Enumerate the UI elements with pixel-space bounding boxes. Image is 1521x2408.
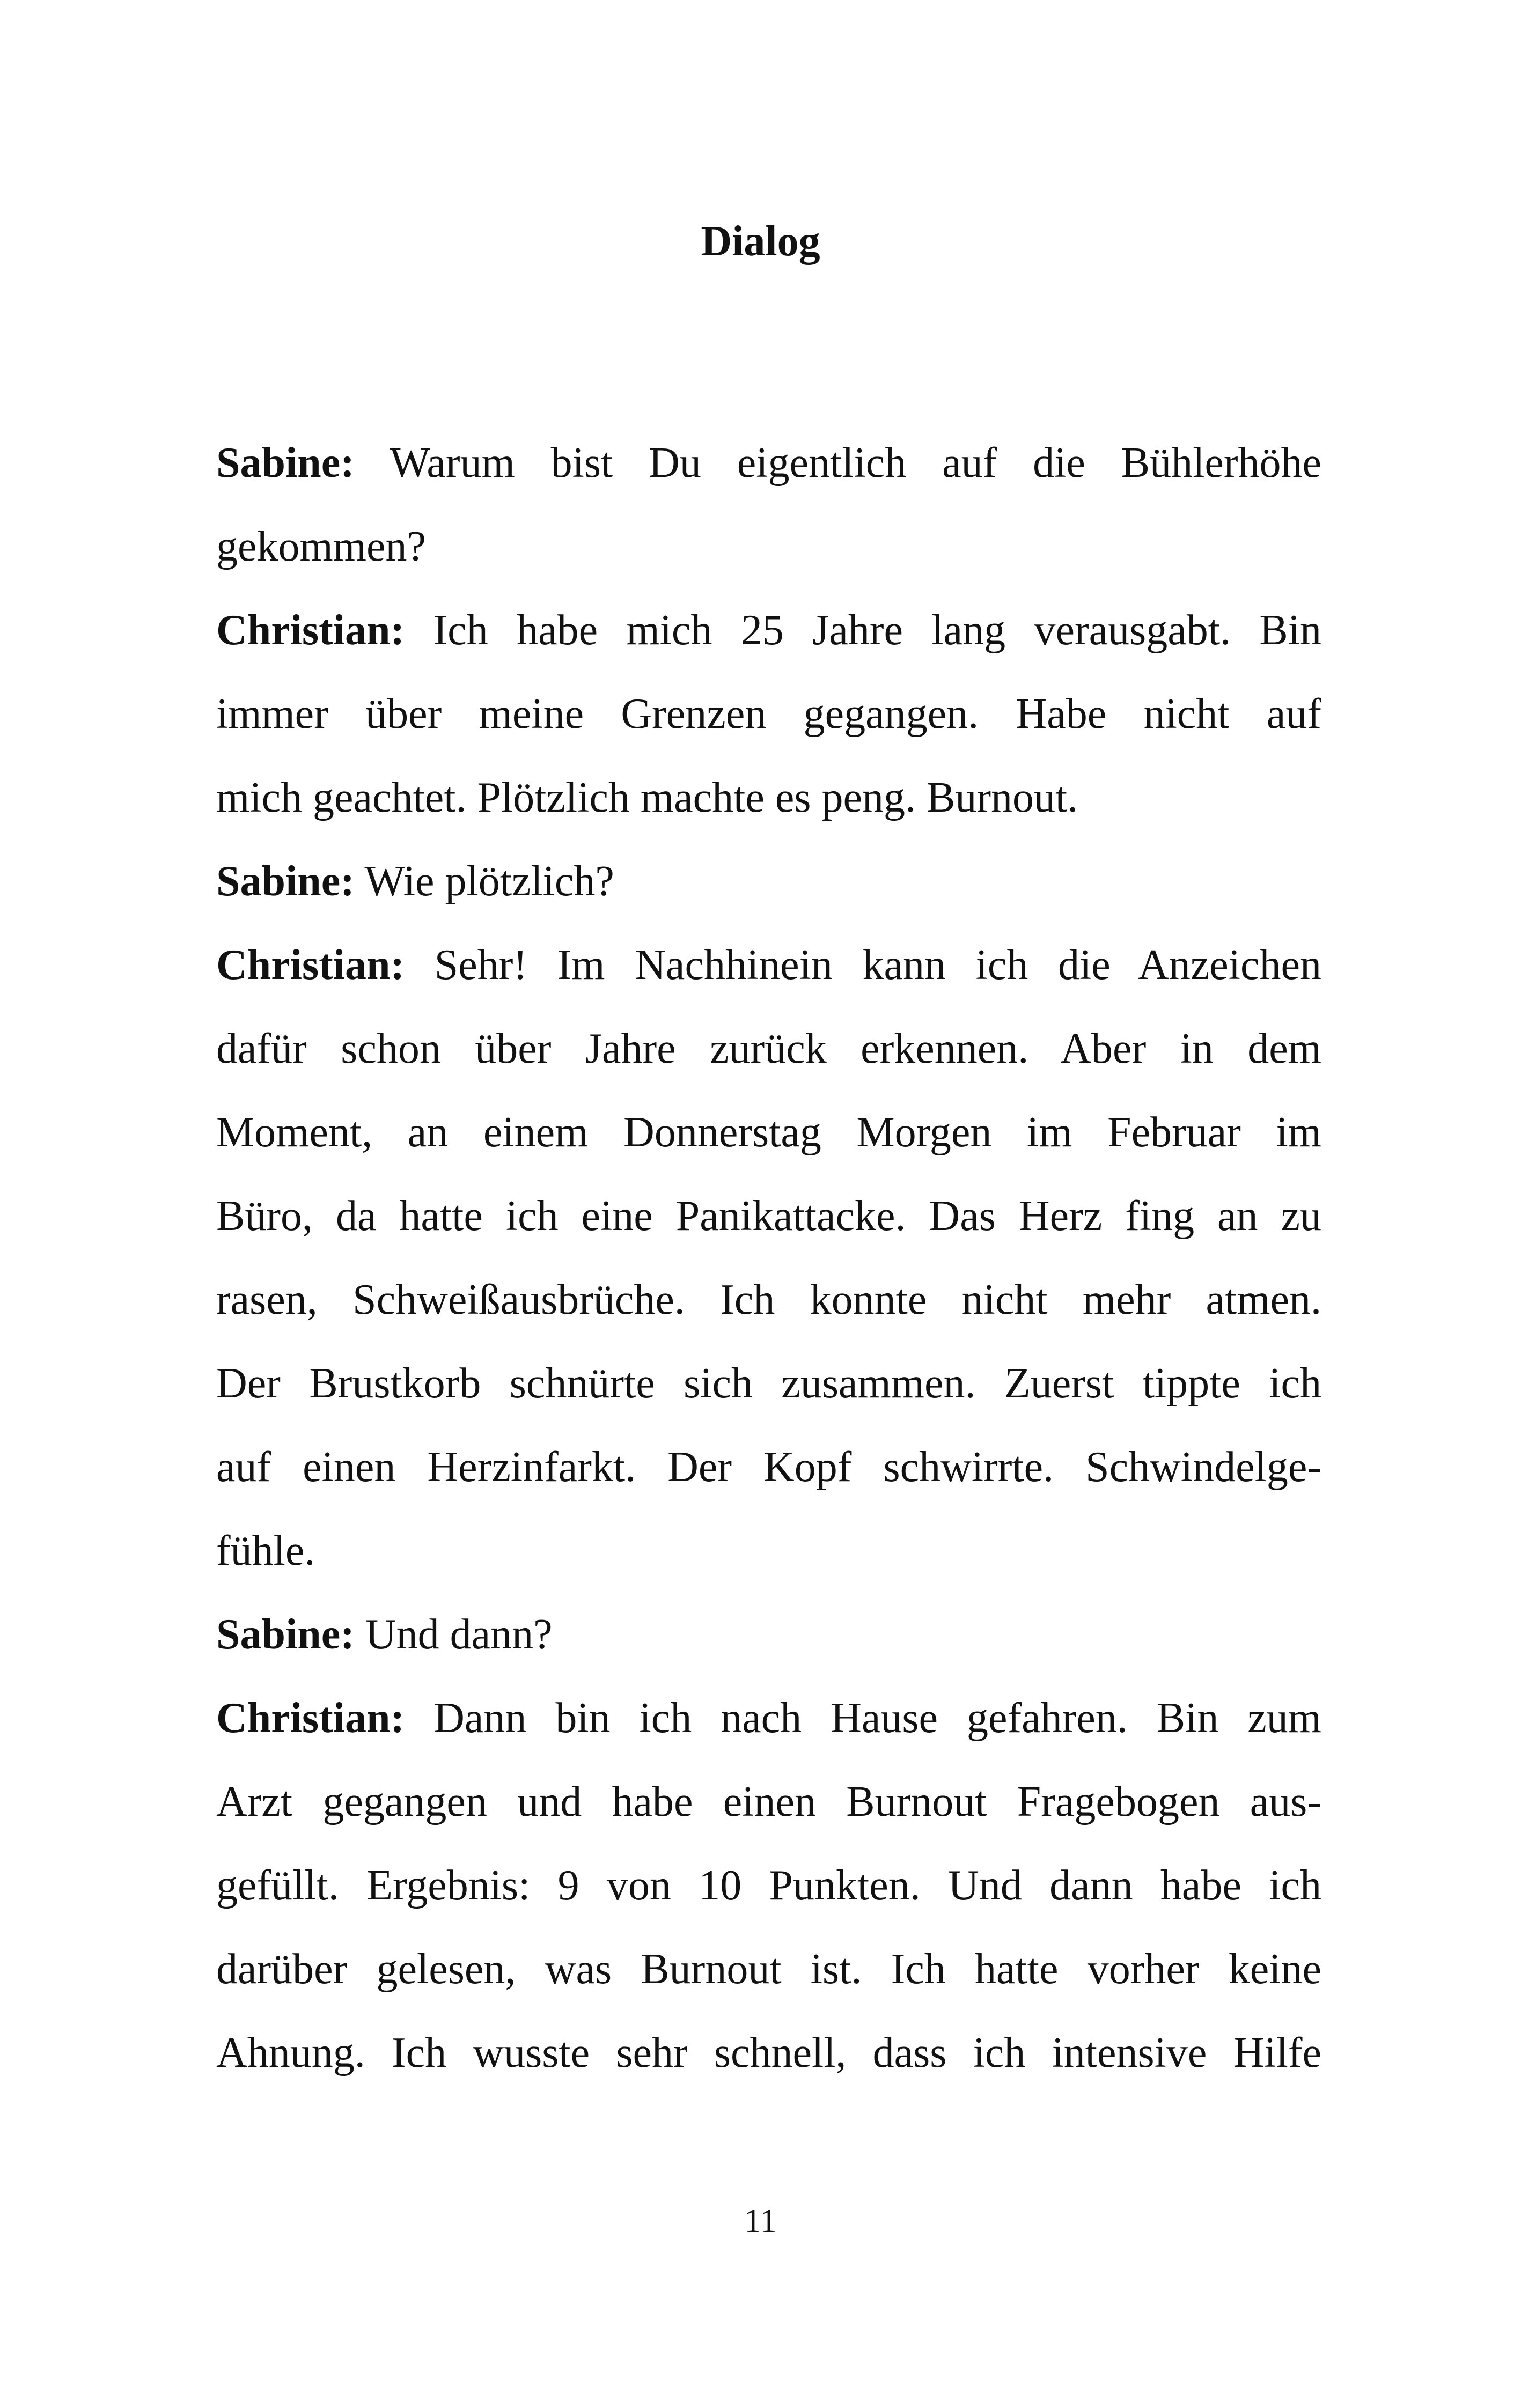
dialog-line [216, 1174, 1321, 1258]
dialog-line [216, 1927, 1321, 2011]
dialog-line [216, 1593, 1321, 1676]
dialog-line [216, 756, 1321, 840]
dialog-body [216, 421, 1321, 2095]
dialog-text: dafür schon über Jahre zurück erkennen. Aber in dem [216, 1025, 1321, 1072]
dialog-line [216, 421, 1321, 505]
dialog-line [216, 505, 1321, 588]
dialog-line [216, 1342, 1321, 1425]
dialog-line [216, 1760, 1321, 1844]
dialog-line [216, 840, 1321, 923]
dialog-text: auf einen Herzinfarkt. Der Kopf schwirrte. Schwindelge- [216, 1444, 1321, 1491]
dialog-line [216, 923, 1321, 1007]
dialog-line [216, 1676, 1321, 1760]
dialog-text: Wie plötzlich? [364, 858, 614, 905]
dialog-line [216, 1091, 1321, 1174]
dialog-text: Warum bist Du eigentlich auf die Bühlerhöhe [390, 439, 1322, 487]
page-number: 11 [744, 2201, 777, 2240]
dialog-line [216, 672, 1321, 756]
dialog-text: Und dann? [365, 1611, 553, 1658]
dialog-text: Sehr! Im Nachhinein kann ich die Anzeichen [434, 941, 1321, 989]
speaker-name: Sabine: [216, 439, 355, 487]
dialog-text: Moment, an einem Donnerstag Morgen im Februar im [216, 1109, 1321, 1156]
dialog-text: gefüllt. Ergebnis: 9 von 10 Punkten. Und dann habe ich [216, 1862, 1321, 1909]
dialog-text: Der Brustkorb schnürte sich zusammen. Zuerst tippte ich [216, 1360, 1321, 1407]
dialog-line [216, 1509, 1321, 1593]
dialog-text: fühle. [216, 1527, 315, 1574]
page-title: Dialog [701, 218, 820, 265]
dialog-text: gekommen? [216, 523, 426, 570]
dialog-text: immer über meine Grenzen gegangen. Habe nicht auf [216, 690, 1321, 738]
dialog-text: Büro, da hatte ich eine Panikattacke. Das Herz fing an zu [216, 1192, 1321, 1240]
dialog-line [216, 2011, 1321, 2095]
speaker-name: Sabine: [216, 1611, 355, 1658]
dialog-text: mich geachtet. Plötzlich machte es peng. Burnout. [216, 774, 1078, 821]
speaker-name: Christian: [216, 1695, 405, 1742]
dialog-line [216, 1258, 1321, 1342]
speaker-name: Sabine: [216, 858, 355, 905]
dialog-text: Arzt gegangen und habe einen Burnout Fragebogen aus- [216, 1778, 1321, 1825]
dialog-text: rasen, Schweißausbrüche. Ich konnte nicht mehr atmen. [216, 1276, 1321, 1323]
dialog-line [216, 1007, 1321, 1091]
dialog-text: Dann bin ich nach Hause gefahren. Bin zum [433, 1695, 1322, 1742]
dialog-text: darüber gelesen, was Burnout ist. Ich hatte vorher keine [216, 1946, 1321, 1993]
dialog-text: Ahnung. Ich wusste sehr schnell, dass ich intensive Hilfe [216, 2029, 1321, 2076]
speaker-name: Christian: [216, 941, 405, 989]
speaker-name: Christian: [216, 607, 405, 654]
dialog-line [216, 1844, 1321, 1927]
dialog-text: Ich habe mich 25 Jahre lang verausgabt. Bin [433, 607, 1321, 654]
dialog-line [216, 588, 1321, 672]
dialog-line [216, 1425, 1321, 1509]
